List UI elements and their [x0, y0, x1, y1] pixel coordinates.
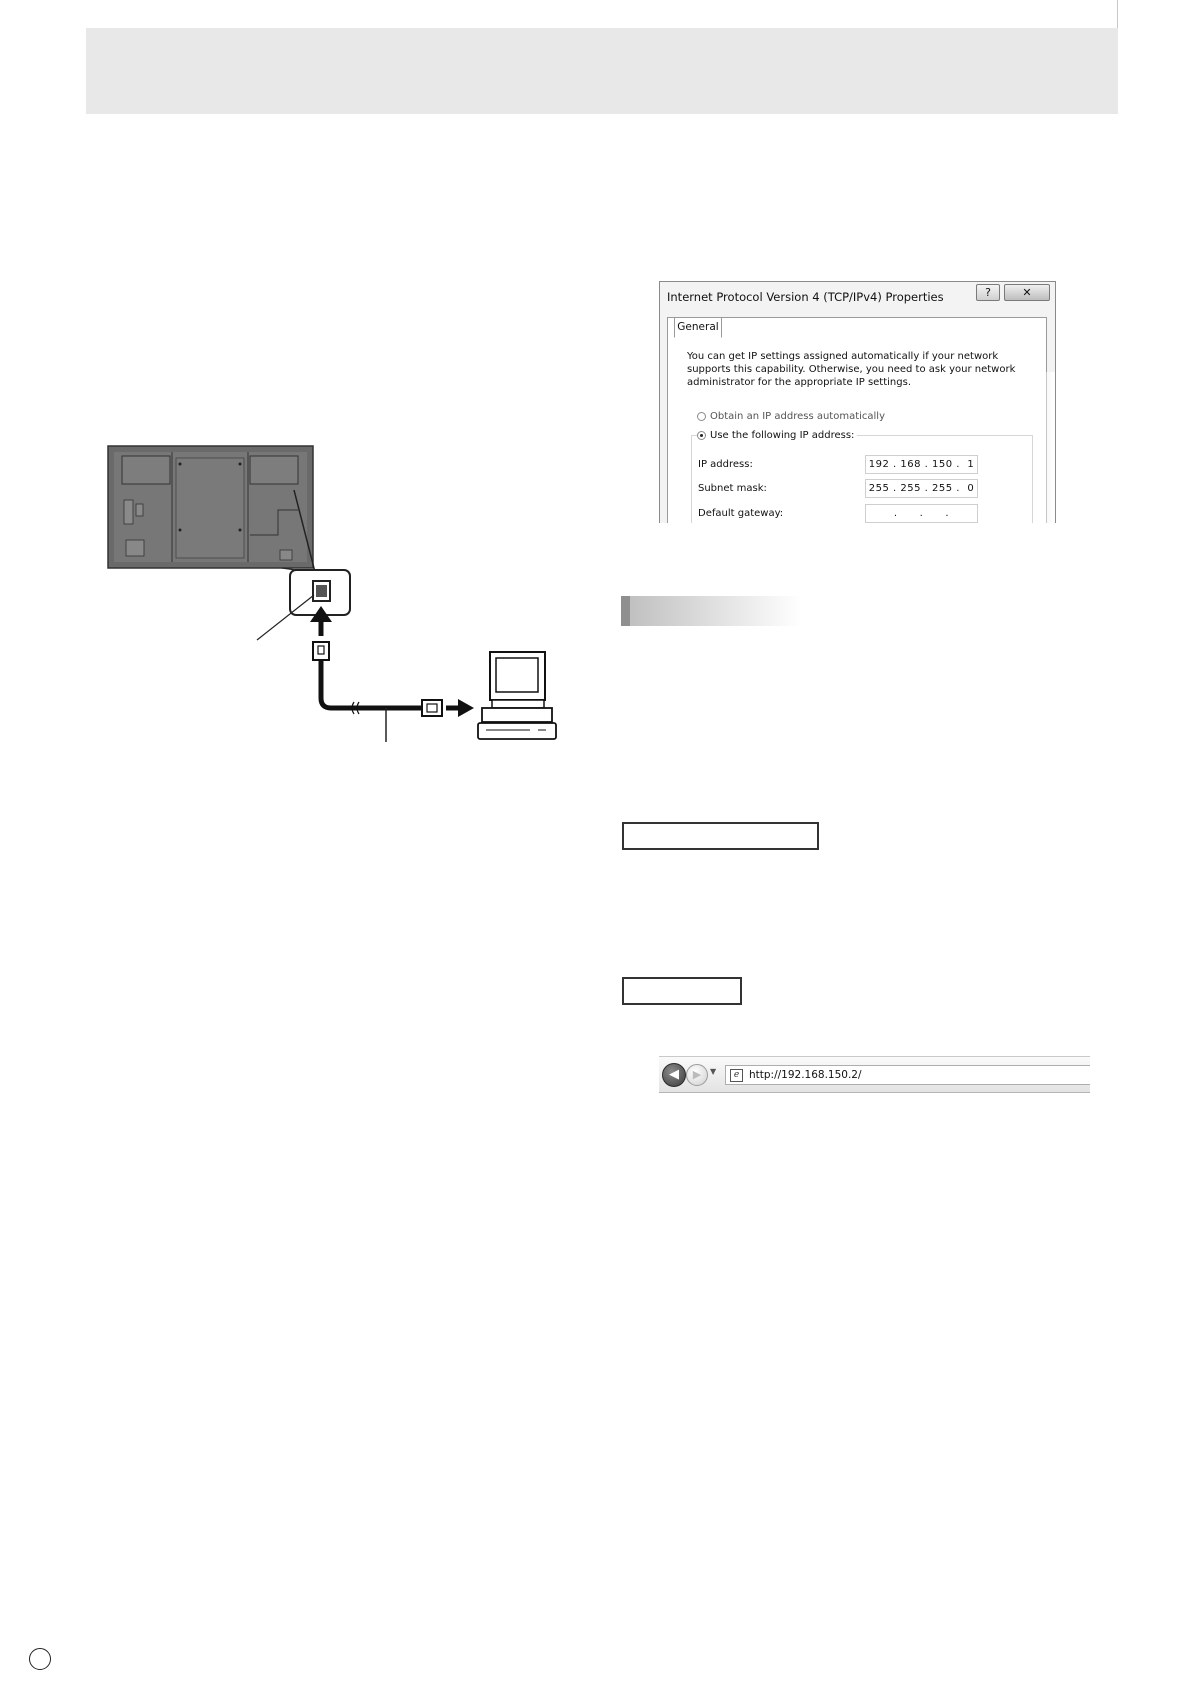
default-gateway-label: Default gateway: — [698, 508, 784, 519]
address-url: http://192.168.150.2/ — [749, 1069, 862, 1081]
section-heading-bar — [621, 596, 801, 626]
browser-address-bar — [659, 1056, 1090, 1093]
back-button[interactable] — [662, 1063, 686, 1087]
page-icon: e — [730, 1069, 743, 1082]
close-button[interactable]: ✕ — [1004, 284, 1050, 301]
page-number-circle — [29, 1648, 51, 1670]
radio-use-following-ip[interactable] — [697, 430, 857, 441]
arrow-right-icon: ▶ — [692, 1068, 702, 1081]
radio-unselected-icon — [697, 412, 706, 421]
lan-connection-diagram — [100, 440, 580, 750]
history-dropdown-icon[interactable]: ▼ — [710, 1067, 717, 1076]
radio-auto-label: Obtain an IP address automatically — [710, 411, 886, 422]
forward-button[interactable] — [686, 1064, 708, 1086]
computer-icon — [478, 652, 556, 739]
display-rear-panel — [108, 446, 313, 568]
page-header-band — [86, 28, 1118, 114]
lan-cable — [321, 660, 422, 708]
ip-address-label: IP address: — [698, 459, 753, 470]
arrow-left-icon: ◀ — [669, 1067, 679, 1082]
ipv4-properties-dialog — [659, 281, 1056, 523]
section-heading-accent — [621, 596, 630, 626]
radio-obtain-automatically[interactable] — [697, 411, 885, 422]
tab-general[interactable]: General — [674, 317, 722, 338]
radio-selected-icon — [697, 431, 706, 440]
default-gateway-input[interactable]: . . . — [865, 504, 978, 523]
boxed-label-1 — [622, 822, 819, 850]
ip-address-input[interactable]: 192 . 168 . 150 . 1 — [865, 455, 978, 474]
subnet-mask-label: Subnet mask: — [698, 483, 767, 494]
top-divider — [1117, 0, 1118, 28]
dialog-edge-fade — [1040, 372, 1055, 523]
dialog-title: Internet Protocol Version 4 (TCP/IPv4) Properties — [667, 290, 944, 304]
dialog-description: You can get IP settings assigned automatically if your network supports this capability. Otherwise, you need to ask your network administrator for the appropriate IP settings. — [687, 351, 1016, 388]
subnet-mask-input[interactable]: 255 . 255 . 255 . 0 — [865, 479, 978, 498]
radio-manual-label: Use the following IP address: — [710, 430, 855, 441]
boxed-label-2 — [622, 977, 742, 1005]
help-button[interactable]: ? — [976, 284, 1000, 301]
address-input[interactable] — [725, 1065, 1090, 1085]
